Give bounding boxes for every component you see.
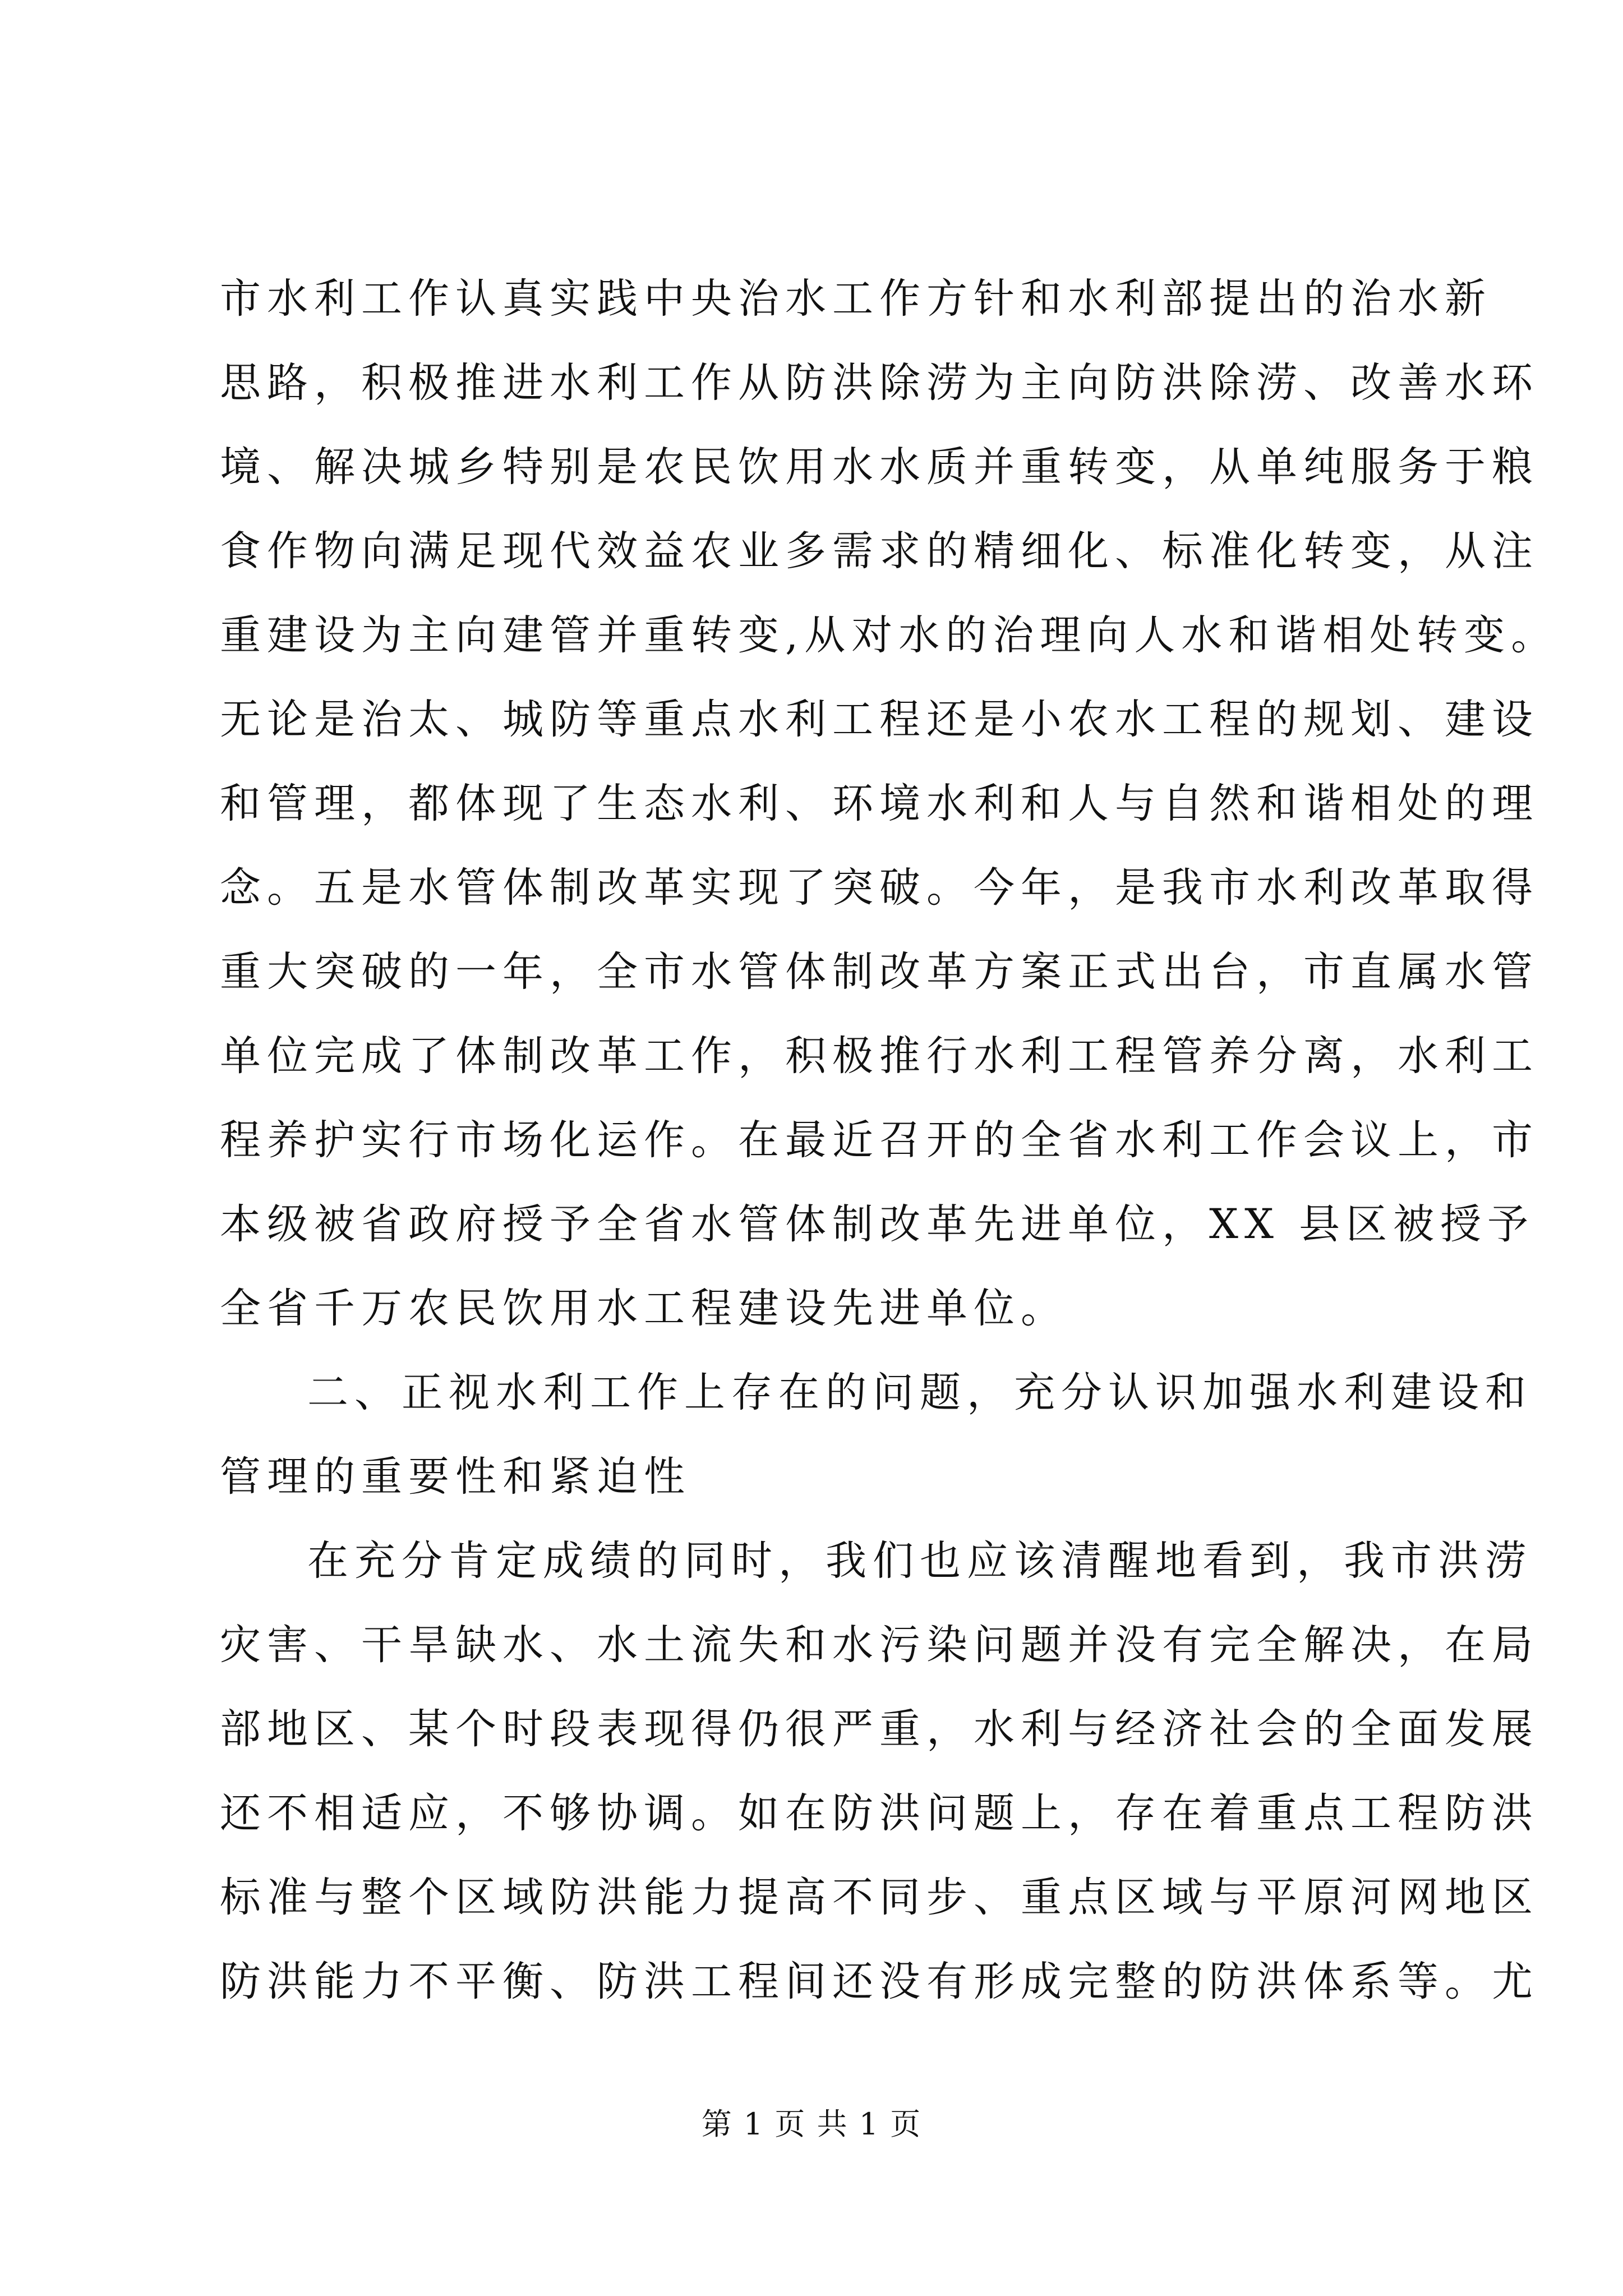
text-line: 全省千万农民饮用水工程建设先进单位。 <box>220 1285 1068 1332</box>
text-line: 单位完成了体制改革工作，积极推行水利工程管养分离，水利工 <box>220 1032 1539 1080</box>
text-line: 思路，积极推进水利工作从防洪除涝为主向防洪除涝、改善水环 <box>220 359 1539 407</box>
document-body <box>220 257 1559 2024</box>
text-line: 和管理，都体现了生态水利、环境水利和人与自然和谐相处的理 <box>220 780 1539 827</box>
page-number: 第 1 页 共 1 页 <box>701 2106 922 2142</box>
text-line: 灾害、干旱缺水、水土流失和水污染问题并没有完全解决，在局 <box>220 1621 1539 1669</box>
text-line: 部地区、某个时段表现得仍很严重，水利与经济社会的全面发展 <box>220 1705 1539 1753</box>
text-line: 还不相适应，不够协调。如在防洪问题上，存在着重点工程防洪 <box>220 1789 1539 1837</box>
text-line: 在充分肯定成绩的同时，我们也应该清醒地看到，我市洪涝 <box>307 1537 1532 1585</box>
text-line: 无论是治太、城防等重点水利工程还是小农水工程的规划、建设 <box>220 696 1539 743</box>
text-line: 境、解决城乡特别是农民饮用水水质并重转变，从单纯服务于粮 <box>220 443 1539 491</box>
text-line: 食作物向满足现代效益农业多需求的精细化、标准化转变，从注 <box>220 527 1539 575</box>
text-line: 防洪能力不平衡、防洪工程间还没有形成完整的防洪体系等。尤 <box>220 1958 1539 2005</box>
text-line: 重建设为主向建管并重转变,从对水的治理向人水和谐相处转变。 <box>220 611 1559 659</box>
text-line: 标准与整个区域防洪能力提高不同步、重点区域与平原河网地区 <box>220 1874 1539 1921</box>
text-line: 重大突破的一年，全市水管体制改革方案正式出台，市直属水管 <box>220 948 1539 996</box>
text-line: 念。五是水管体制改革实现了突破。今年，是我市水利改革取得 <box>220 864 1539 912</box>
page-footer <box>0 2105 1623 2144</box>
section-heading-line: 管理的重要性和紧迫性 <box>220 1453 691 1501</box>
text-line: 本级被省政府授予全省水管体制改革先进单位，XX 县区被授予 <box>220 1200 1535 1248</box>
text-line: 市水利工作认真实践中央治水工作方针和水利部提出的治水新 <box>220 275 1492 323</box>
text-line: 程养护实行市场化运作。在最近召开的全省水利工作会议上，市 <box>220 1116 1539 1164</box>
section-heading-line: 二、正视水利工作上存在的问题，充分认识加强水利建设和 <box>307 1369 1532 1416</box>
